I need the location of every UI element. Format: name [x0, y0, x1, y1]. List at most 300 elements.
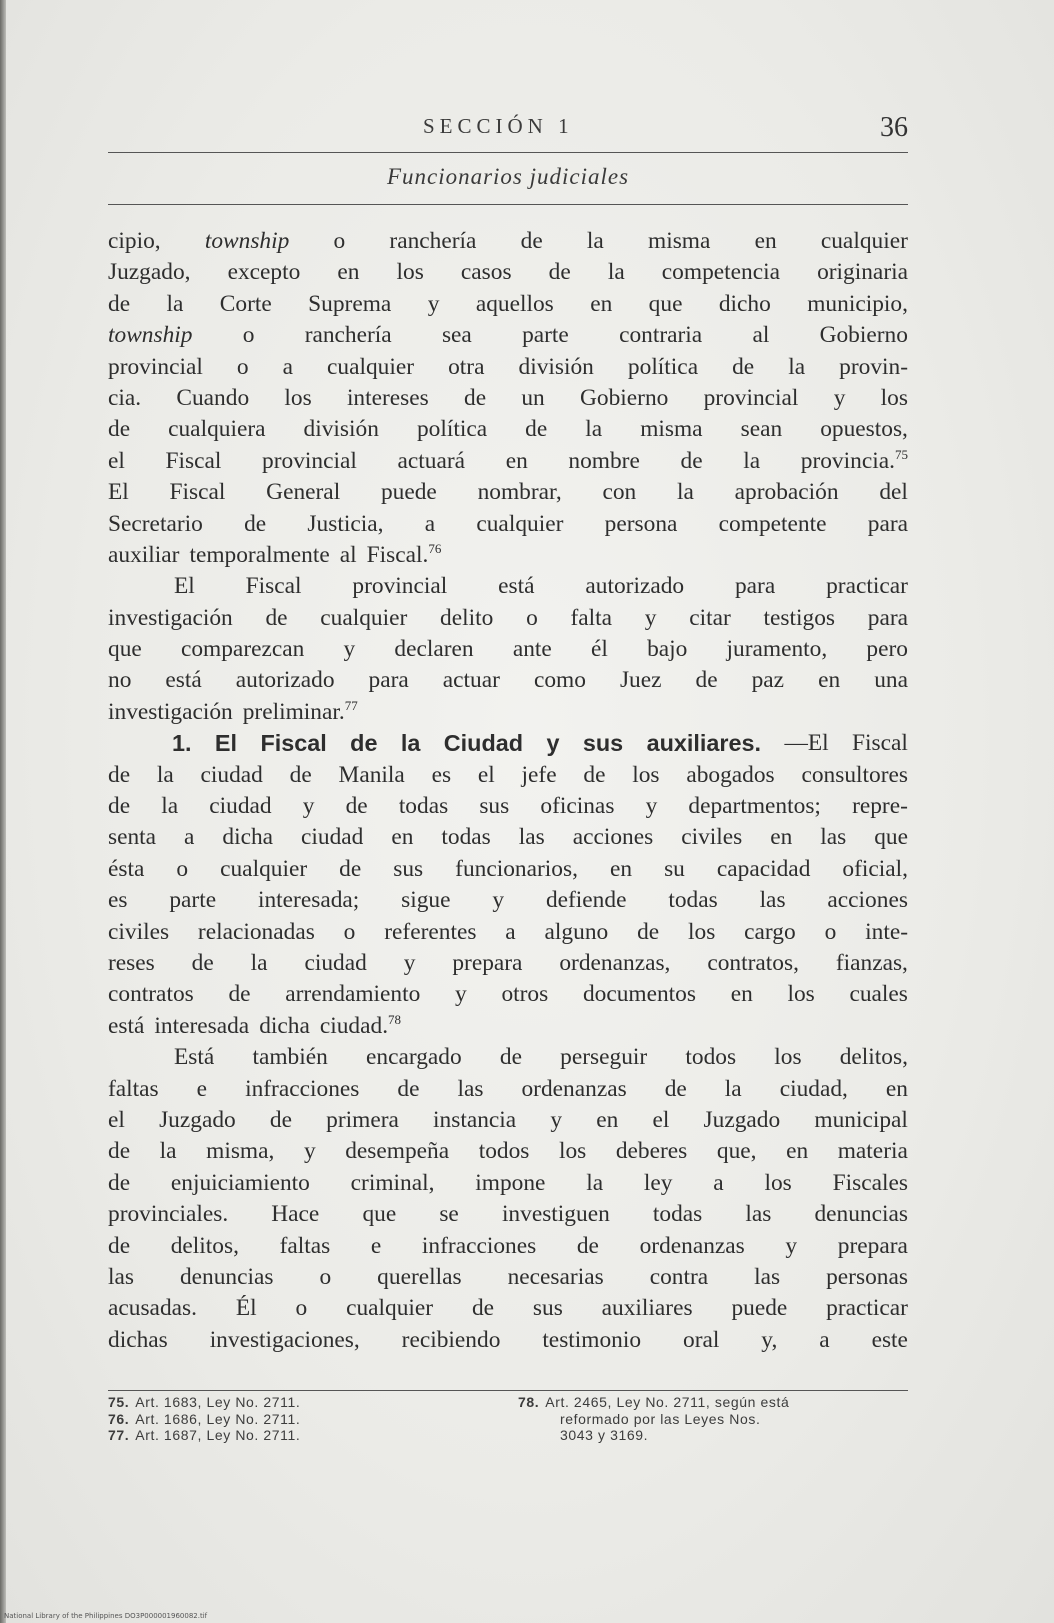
word: este	[871, 1326, 908, 1353]
word: de	[397, 1075, 420, 1102]
word: e	[196, 1075, 208, 1102]
word: abogados	[686, 761, 775, 788]
word: el	[652, 1106, 670, 1133]
word: departmentos;	[688, 793, 821, 820]
word: de	[108, 1232, 131, 1259]
word: funcionarios,	[455, 855, 578, 882]
word: Corte	[219, 290, 272, 317]
word: o	[343, 918, 356, 945]
word: de	[471, 1295, 495, 1322]
word: de	[108, 793, 131, 820]
word: todos	[478, 1138, 530, 1165]
word: Manila	[338, 761, 405, 788]
text-line	[108, 1011, 908, 1042]
word: infracciones	[245, 1075, 360, 1102]
word: o	[319, 1263, 332, 1290]
word: en	[337, 259, 360, 286]
word: cargo	[744, 918, 796, 945]
word: en	[786, 1138, 809, 1165]
word: de	[576, 1232, 599, 1259]
word: en	[885, 1075, 908, 1102]
word: Secretario	[108, 510, 203, 537]
word: de	[289, 761, 312, 788]
word: Justicia,	[307, 510, 384, 537]
word: perseguir	[560, 1044, 648, 1071]
word: Fiscal	[245, 573, 302, 600]
word: consultores	[801, 761, 908, 788]
word: actuar	[442, 667, 500, 694]
word: sus	[479, 793, 510, 820]
word: los	[880, 384, 908, 411]
text-line	[108, 1042, 908, 1073]
word: la	[743, 447, 761, 474]
word: las	[820, 824, 847, 851]
text-line	[108, 226, 908, 257]
text-line	[108, 289, 908, 320]
word: oficial,	[842, 855, 908, 882]
word: para	[867, 510, 908, 537]
word: acciones	[827, 887, 908, 914]
word: pero	[866, 636, 908, 663]
word: en	[730, 981, 753, 1008]
word: a	[713, 1169, 724, 1196]
word: auxiliar	[108, 541, 180, 568]
word: interesada	[154, 1012, 250, 1039]
word: delitos,	[170, 1232, 239, 1259]
word: de	[244, 510, 267, 537]
word: el	[108, 1106, 125, 1133]
word: al	[339, 541, 357, 568]
text-line	[108, 509, 908, 540]
word: ésta	[108, 855, 145, 882]
word: de	[464, 384, 487, 411]
word: sus	[393, 855, 424, 882]
word: citar	[689, 604, 731, 631]
word: en	[754, 228, 777, 254]
word: dicha	[222, 824, 274, 851]
word: o	[824, 918, 837, 945]
word: ciudad	[301, 824, 364, 851]
word: Fiscal	[852, 730, 908, 757]
word: practicar	[826, 1295, 908, 1322]
word: provincial	[352, 573, 448, 600]
word: de	[548, 259, 571, 286]
word: nombre	[568, 447, 640, 474]
footnote-text: Art. 1686, Ley No. 2711.	[135, 1410, 301, 1427]
footnotes-right-column	[518, 1394, 918, 1444]
word: las	[759, 887, 786, 914]
word: que	[648, 290, 683, 317]
word: practicar	[826, 573, 908, 600]
footnote-rule	[108, 1390, 908, 1391]
word: dichas	[108, 1326, 168, 1353]
word: necesarias	[507, 1263, 604, 1290]
word: las	[457, 1075, 484, 1102]
word: la	[724, 1075, 742, 1102]
word: de	[695, 667, 718, 694]
word: la	[166, 290, 184, 317]
word: inte-	[865, 918, 908, 945]
word: que	[874, 824, 908, 851]
word: en	[391, 824, 414, 851]
word: sigue	[401, 887, 451, 914]
word: o	[236, 353, 249, 380]
word: de	[265, 604, 288, 631]
word: al	[752, 322, 770, 349]
word: Él	[235, 1295, 257, 1322]
word: acusadas.	[108, 1295, 197, 1322]
heading-word: Ciudad	[443, 730, 524, 757]
word: todas	[652, 1201, 703, 1228]
text-line	[108, 1262, 908, 1293]
word: Hace	[271, 1201, 320, 1228]
word: Gobierno	[819, 322, 908, 349]
word: y	[550, 1106, 563, 1133]
word: y	[644, 604, 657, 631]
word: a	[282, 353, 293, 380]
word: cualquier	[476, 510, 564, 537]
word: y	[785, 1232, 798, 1259]
word: cualquier	[320, 604, 408, 631]
word: todos	[685, 1044, 737, 1071]
word: cia.	[108, 384, 142, 411]
heading-word: auxiliares.	[646, 730, 762, 757]
word: parte	[169, 887, 217, 914]
word: todas	[398, 793, 449, 820]
word: los	[774, 1044, 802, 1071]
word: dicha	[259, 1012, 310, 1039]
footnotes-left-column	[108, 1394, 508, 1444]
word: está	[108, 1012, 145, 1039]
word: bajo	[647, 636, 688, 663]
word: General	[266, 479, 341, 506]
word: el	[477, 761, 495, 788]
word: de	[732, 353, 755, 380]
footnote-entry	[518, 1394, 918, 1411]
word: casos	[460, 259, 512, 286]
word: Juzgado,	[108, 259, 191, 286]
word: oficinas	[540, 793, 615, 820]
word: civiles	[108, 918, 170, 945]
word: misma,	[206, 1138, 275, 1165]
word: todas	[668, 887, 718, 914]
word: Suprema	[308, 290, 392, 317]
word: todas	[441, 824, 491, 851]
word: paz	[751, 667, 785, 694]
word: las	[108, 1263, 134, 1290]
text-line	[108, 1168, 908, 1199]
word: y	[833, 384, 846, 411]
word: o	[295, 1295, 308, 1322]
word: o	[526, 604, 538, 631]
word: Está	[174, 1044, 215, 1071]
heading-word: la	[400, 730, 421, 757]
word: aquellos	[475, 290, 554, 317]
word: ante	[512, 636, 552, 663]
word: defiende	[545, 887, 627, 914]
word: los	[284, 384, 312, 411]
word: los	[764, 1169, 792, 1196]
word: de	[108, 290, 131, 317]
footnote-number: 78.	[518, 1394, 540, 1410]
word: a	[819, 1326, 830, 1353]
word: referentes	[384, 918, 477, 945]
text-line	[108, 697, 908, 728]
word: la	[586, 228, 604, 254]
word: cualquiera	[168, 416, 266, 443]
word: de	[520, 228, 543, 254]
word: división	[518, 353, 594, 380]
footnote-number: 77.	[108, 1427, 130, 1443]
word: la	[607, 259, 625, 286]
word: está	[165, 667, 202, 694]
word: los	[632, 761, 660, 788]
text-line	[108, 320, 908, 351]
word: de	[228, 981, 251, 1008]
word: sus	[532, 1295, 563, 1322]
word: actuará	[397, 447, 466, 474]
footnote-text: Art. 1683, Ley No. 2711.	[135, 1394, 301, 1410]
word: que,	[716, 1138, 757, 1165]
word: y	[427, 290, 440, 317]
word: en	[609, 855, 633, 882]
word: temporalmente	[189, 541, 330, 568]
text-line	[108, 791, 908, 822]
word: deberes	[615, 1138, 688, 1165]
word: materia	[837, 1138, 908, 1165]
word: investigación	[108, 698, 233, 725]
word: impone	[475, 1169, 546, 1196]
word: querellas	[377, 1263, 462, 1290]
word: contraria	[619, 322, 703, 349]
word: ciudad	[209, 793, 272, 820]
word: e	[370, 1232, 382, 1259]
word: ranchería	[389, 228, 477, 254]
word: la	[788, 353, 806, 380]
word: la	[156, 761, 174, 788]
word: prepara	[837, 1232, 908, 1259]
word: contra	[649, 1263, 709, 1290]
text-line	[108, 665, 908, 696]
word: ciudad,	[779, 1075, 848, 1102]
word: como	[533, 667, 586, 694]
word: y	[492, 887, 505, 914]
word: opuestos,	[820, 416, 908, 443]
word: de	[339, 855, 362, 882]
word: investigaciones,	[209, 1326, 360, 1353]
text-line	[108, 822, 908, 853]
word: y	[455, 981, 467, 1008]
word: originaria	[817, 259, 908, 286]
word: provincia.$^{75}$	[800, 446, 908, 474]
word: investiguen	[501, 1201, 610, 1228]
word: misma	[648, 228, 711, 254]
footnote-entry	[518, 1427, 918, 1444]
word: denuncias	[179, 1263, 274, 1290]
word: oral	[683, 1326, 720, 1353]
word: una	[874, 667, 908, 694]
word: o	[333, 228, 346, 254]
word: la	[677, 479, 694, 506]
word: el	[108, 447, 125, 474]
word: contratos,	[707, 949, 799, 976]
word: ranchería	[304, 322, 392, 349]
word: la	[585, 416, 603, 443]
word: la	[586, 1169, 604, 1196]
word: y	[302, 793, 315, 820]
word: declaren	[394, 636, 474, 663]
text-line	[108, 446, 908, 477]
word: delito	[440, 604, 494, 631]
word: en	[505, 447, 528, 474]
word: está	[498, 573, 535, 600]
word: para	[867, 604, 908, 631]
word: alguno	[544, 918, 609, 945]
word: cualquier	[346, 1295, 434, 1322]
word: división	[303, 416, 379, 443]
word: capacidad	[716, 855, 811, 882]
word: se	[439, 1201, 459, 1228]
word: de	[108, 416, 131, 443]
word: civiles	[681, 824, 743, 851]
word: los	[396, 259, 424, 286]
word: ordenanzas,	[559, 949, 671, 976]
footnote-text: reformado por las Leyes Nos.	[560, 1410, 761, 1427]
word: auxiliares	[601, 1295, 693, 1322]
footnote-reference: 76	[428, 540, 442, 556]
footnote-text: Art. 1687, Ley No. 2711.	[135, 1427, 301, 1443]
word: cuales	[849, 981, 908, 1008]
word: prepara	[452, 949, 523, 976]
text-line	[108, 352, 908, 383]
word: su	[664, 855, 685, 882]
text-line	[108, 1293, 908, 1324]
text-line	[108, 1136, 908, 1167]
word: misma	[640, 416, 703, 443]
word: en	[770, 824, 793, 851]
word: un	[521, 384, 545, 411]
word: a	[184, 824, 195, 851]
word: —El	[784, 730, 829, 757]
chapter-subtitle: Funcionarios judiciales	[386, 164, 630, 189]
text-line	[108, 634, 908, 665]
heading-word: El	[214, 730, 238, 757]
word: del	[879, 479, 908, 506]
word: dicho	[718, 290, 771, 317]
section-heading-line	[108, 728, 908, 759]
text-line	[108, 1199, 908, 1230]
word: los	[787, 981, 815, 1008]
word: autorizado	[235, 667, 335, 694]
footnote-entry	[108, 1411, 508, 1428]
heading-word: y	[546, 730, 560, 757]
word: los	[558, 1138, 587, 1165]
footnote-entry	[108, 1427, 508, 1444]
word: instancia	[433, 1106, 517, 1133]
word: competente	[718, 510, 827, 537]
text-line	[108, 571, 908, 602]
word: arrendamiento	[285, 981, 421, 1008]
text-line	[108, 1231, 908, 1262]
word: política	[627, 353, 699, 380]
word: persona	[604, 510, 678, 537]
word: ordenanzas	[521, 1075, 627, 1102]
word: que	[362, 1201, 397, 1228]
word: él	[590, 636, 608, 663]
word: El	[174, 573, 195, 600]
word: no	[108, 667, 132, 694]
word: las	[754, 1263, 781, 1290]
word: de	[637, 918, 660, 945]
word: puede	[731, 1295, 788, 1322]
word: es	[431, 761, 452, 788]
word: la	[161, 793, 179, 820]
footnote-reference: 78	[388, 1011, 402, 1027]
word: recibiendo	[401, 1326, 501, 1353]
word: en	[818, 667, 841, 694]
word: puede	[380, 479, 437, 506]
text-line	[108, 1105, 908, 1136]
word: y,	[761, 1326, 778, 1353]
word: política	[416, 416, 488, 443]
word: provincial	[262, 447, 357, 474]
word: ciudad	[200, 761, 263, 788]
word: desempeña	[345, 1138, 450, 1165]
heading-word: sus	[582, 730, 624, 757]
word: sea	[441, 322, 472, 349]
word: de	[525, 416, 548, 443]
word: delitos,	[839, 1044, 908, 1071]
word: para	[734, 573, 776, 600]
word: en	[596, 1106, 619, 1133]
word: enjuiciamiento	[170, 1169, 310, 1196]
footnote-entry	[108, 1394, 508, 1411]
word: las	[745, 1201, 772, 1228]
word: acciones	[572, 824, 654, 851]
word: ciudad.$^{78}$	[319, 1011, 402, 1039]
word: criminal,	[350, 1169, 435, 1196]
word: las	[518, 824, 545, 851]
italic-word: township	[204, 228, 290, 254]
body-text	[108, 226, 908, 1356]
italic-word: township	[108, 322, 193, 349]
word: municipal	[814, 1106, 908, 1133]
word: encargado	[366, 1044, 462, 1071]
word: repre-	[852, 793, 908, 820]
word: o	[176, 855, 189, 882]
text-line	[108, 477, 908, 508]
word: interesada;	[257, 887, 360, 914]
word: de	[680, 447, 703, 474]
word: provincial	[108, 353, 203, 380]
text-line	[108, 854, 908, 885]
word: otros	[501, 981, 549, 1008]
word: en	[590, 290, 613, 317]
word: la	[250, 949, 268, 976]
word: o	[242, 322, 255, 349]
footnote-text: Art. 2465, Ley No. 2711, según está	[545, 1394, 790, 1410]
word: cualquier	[820, 228, 908, 254]
word: El	[108, 479, 129, 506]
word: documentos	[582, 981, 696, 1008]
word: fianzas,	[835, 949, 908, 976]
word: otra	[448, 353, 485, 380]
text-line	[108, 383, 908, 414]
word: que	[108, 636, 142, 663]
word: Juzgado	[703, 1106, 781, 1133]
word: y	[403, 949, 416, 976]
word: también	[252, 1044, 328, 1071]
